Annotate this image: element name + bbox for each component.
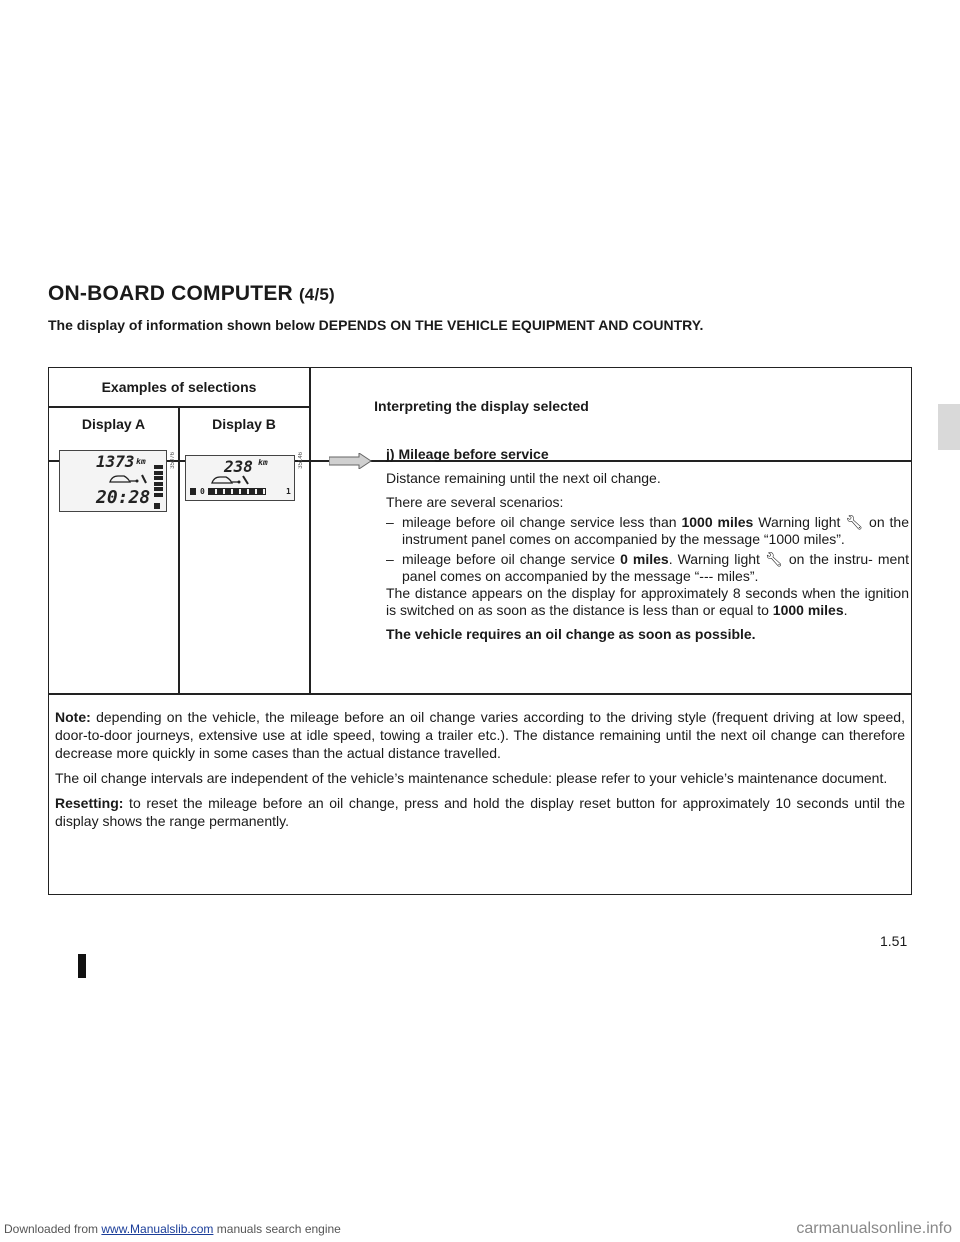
interpretation-text: j) Mileage before service Distance remaining until the next oil change. There are several scenarios: – mileage before oil change service less than 1000 miles Warning light 🔧︎ on the instrument panel comes on accompanied by the message “1000 miles”. – mileage before oil change service 0 miles. Warning light 🔧︎ on the instru- ment panel comes on accompanied by the message “--- miles”. The distance appears on the display for approximately 8 seconds when the ignition is switched on as soon as the distance is less than or equal to 1000 miles. The vehicle requires an oil change as soon as possible. bbox=[386, 446, 909, 642]
section-tab-marker bbox=[938, 404, 960, 450]
fuel-icon bbox=[190, 488, 196, 495]
manualslib-link[interactable]: www.Manualslib.com bbox=[101, 1222, 214, 1236]
image-ref-a: 35076 bbox=[170, 452, 176, 469]
fuel-gauge-bar bbox=[208, 488, 266, 495]
gauge-bars bbox=[154, 465, 163, 501]
wrench-icon: 🔧︎ bbox=[845, 514, 865, 530]
car-wrench-icon bbox=[210, 474, 250, 486]
display-b-header: Display B bbox=[212, 416, 276, 432]
wrench-icon: 🔧︎ bbox=[764, 551, 784, 567]
page-title: ON-BOARD COMPUTER (4/5) bbox=[48, 282, 335, 305]
watermark-site: carmanualsonline.info bbox=[796, 1220, 952, 1237]
arrow-icon bbox=[329, 453, 373, 469]
list-item: – mileage before oil change service less than 1000 miles Warning light 🔧︎ on the instrument panel comes on accompanied by the message “1000 miles”. bbox=[386, 514, 909, 547]
margin-mark bbox=[78, 954, 86, 978]
info-table bbox=[48, 367, 912, 895]
display-a-lcd: 1373 km 20:28 bbox=[59, 450, 167, 512]
image-ref-b: 35146 bbox=[298, 452, 304, 469]
display-b-lcd: 238 km 0 1 bbox=[185, 455, 295, 501]
interpret-header: Interpreting the display selected bbox=[374, 398, 589, 414]
section-title: j) Mileage before service bbox=[386, 446, 549, 462]
notes-section: Note: depending on the vehicle, the mileage before an oil change varies according to the driving style (frequent driving at low speed, door-to-door journeys, extensive use at idle speed, towing a trailer etc.). The distance remaining until the next oil change can therefore decrease more quickly in some cases than the actual distance travelled. The oil change intervals are independent of the vehicle’s maintenance schedule: please refer to your vehicle’s maintenance document. Resetting: to reset the mileage before an oil change, press and hold the display reset button for approximately 10 seconds until the display shows the range permanently. bbox=[55, 709, 905, 829]
page-subtitle: The display of information shown below DEPENDS ON THE VEHICLE EQUIPMENT AND COUNTRY. bbox=[48, 317, 704, 333]
display-a-header: Display A bbox=[81, 416, 146, 432]
examples-header: Examples of selections bbox=[101, 379, 257, 395]
fuel-icon bbox=[154, 503, 160, 509]
page-number: 1.51 bbox=[880, 933, 908, 949]
car-icon bbox=[108, 473, 148, 485]
list-item: – mileage before oil change service 0 miles. Warning light 🔧︎ on the instru- ment panel comes on accompanied by the message “--- miles”. bbox=[386, 551, 909, 584]
download-credit: Downloaded from www.Manualslib.com manuals search engine bbox=[4, 1222, 341, 1236]
